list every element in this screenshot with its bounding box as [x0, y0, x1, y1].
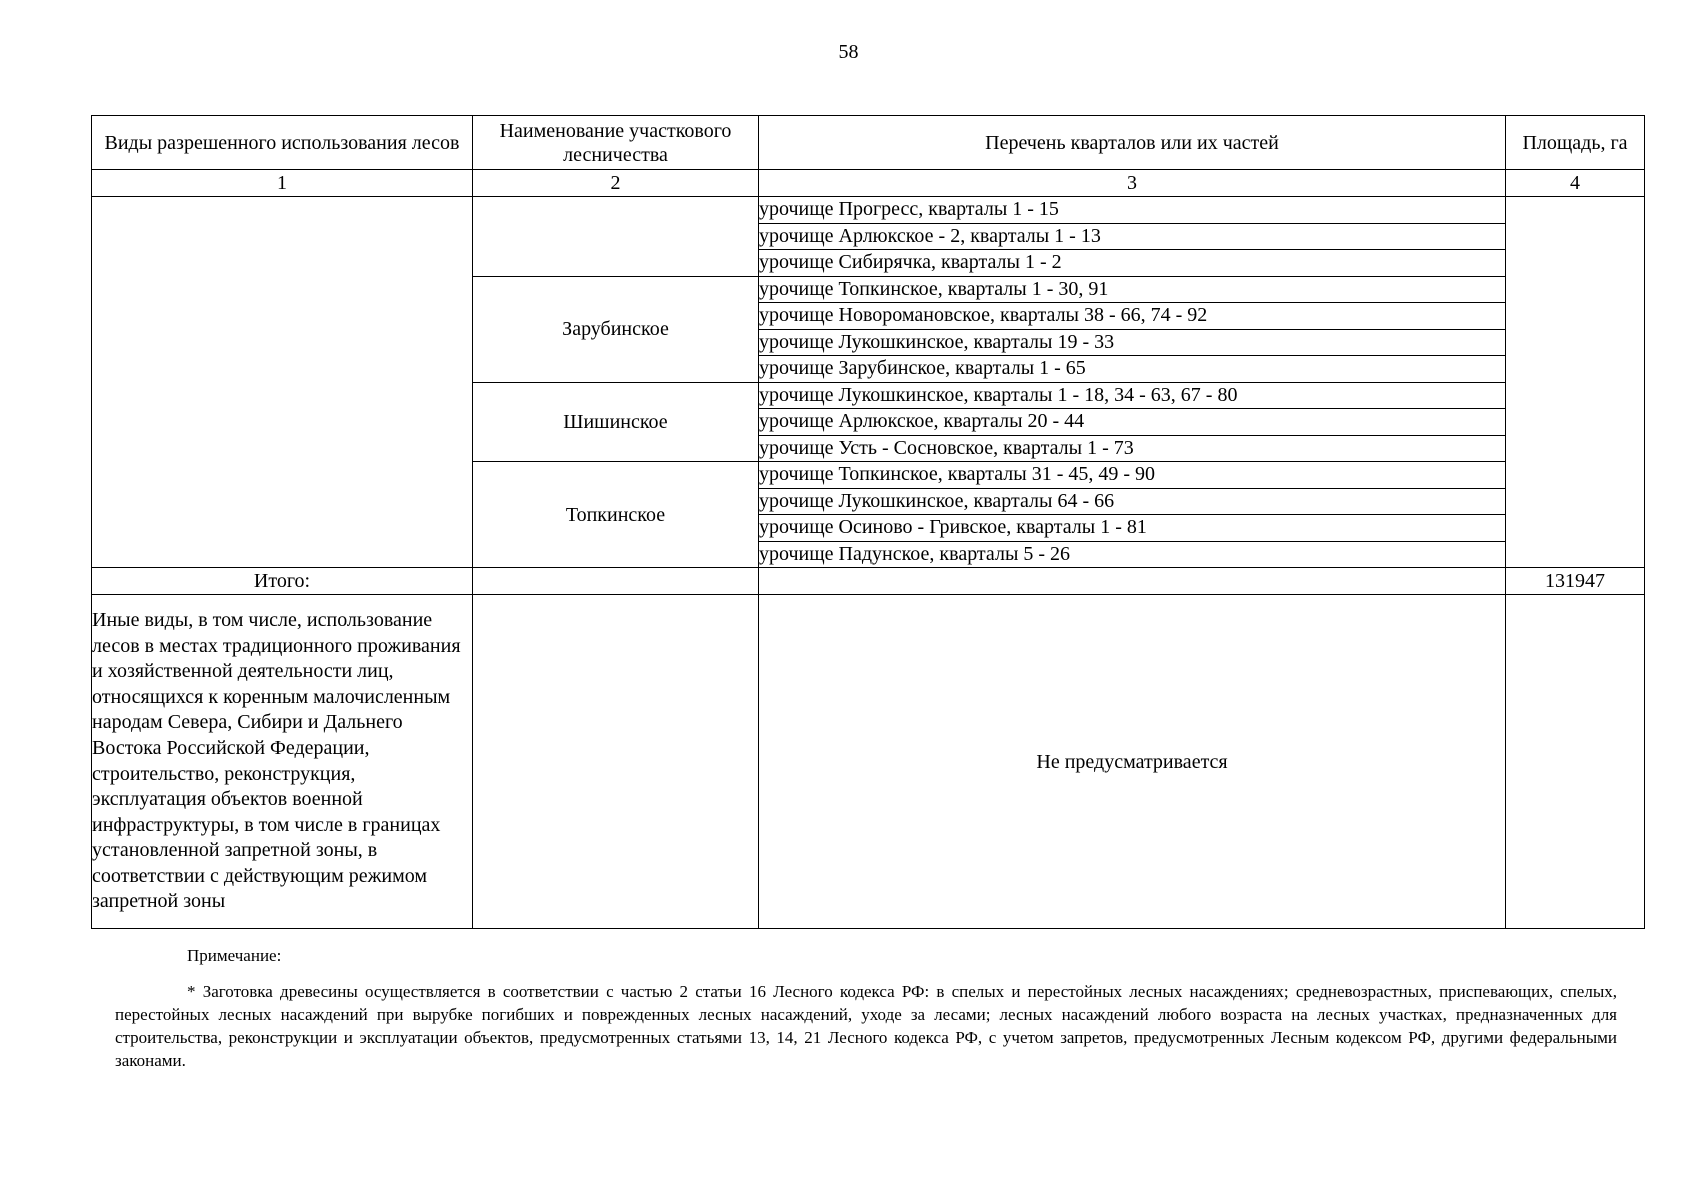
forestry-name-zarubinskoe: Зарубинское [473, 276, 759, 382]
header-forestry-name: Наименование участкового лесничества [473, 116, 759, 170]
forestry-name-shishinskoe: Шишинское [473, 382, 759, 462]
quarter-item: урочище Сибирячка, кварталы 1 - 2 [759, 250, 1506, 277]
total-empty-cell [759, 568, 1506, 595]
column-index-4: 4 [1506, 170, 1645, 197]
quarter-item: урочище Зарубинское, кварталы 1 - 65 [759, 356, 1506, 383]
quarter-item: урочище Топкинское, кварталы 1 - 30, 91 [759, 276, 1506, 303]
total-label: Итого: [92, 568, 473, 595]
total-empty-cell [473, 568, 759, 595]
header-area: Площадь, га [1506, 116, 1645, 170]
page-number: 58 [838, 41, 859, 63]
column-index-2: 2 [473, 170, 759, 197]
quarter-item: урочище Арлюкское - 2, кварталы 1 - 13 [759, 223, 1506, 250]
forestry-name-topkinskoe: Топкинское [473, 462, 759, 568]
total-area-value: 131947 [1506, 568, 1645, 595]
column-index-3: 3 [759, 170, 1506, 197]
header-quarters-list: Перечень кварталов или их частей [759, 116, 1506, 170]
quarter-item: урочище Падунское, кварталы 5 - 26 [759, 541, 1506, 568]
table-row [92, 197, 1645, 224]
other-uses-forestry-cell [473, 595, 759, 929]
area-cell [1506, 197, 1645, 568]
total-row [92, 568, 1645, 595]
header-use-type: Виды разрешенного использования лесов [92, 116, 473, 170]
use-type-cell [92, 197, 473, 568]
quarter-item: урочище Новоромановское, кварталы 38 - 66, 74 - 92 [759, 303, 1506, 330]
quarter-item: урочище Осиново - Гривское, кварталы 1 - 81 [759, 515, 1506, 542]
quarter-item: урочище Лукошкинское, кварталы 64 - 66 [759, 488, 1506, 515]
quarter-item: урочище Прогресс, кварталы 1 - 15 [759, 197, 1506, 224]
quarter-item: урочище Топкинское, кварталы 31 - 45, 49 - 90 [759, 462, 1506, 489]
quarter-item: урочище Лукошкинское, кварталы 1 - 18, 34 - 63, 67 - 80 [759, 382, 1506, 409]
note-text: * Заготовка древесины осуществляется в соответствии с частью 2 статьи 16 Лесного кодекса РФ: в спелых и перестойных лесных насаждениях; средневозрастных, приспевающих, спелых, перестойных лесных насаждений при вырубке погибших и поврежденных лесных насаждений, уходе за лесами; лесных насаждений любого возраста на лесных участках, предназначенных для строительства, реконструкции и эксплуатации объектов, предусмотренных статьями 13, 14, 21 Лесного кодекса РФ, с учетом запретов, предусмотренных Лесным кодексом РФ, другими федеральными законами. [115, 982, 1617, 1070]
quarter-item: урочище Арлюкское, кварталы 20 - 44 [759, 409, 1506, 436]
quarter-item: урочище Лукошкинское, кварталы 19 - 33 [759, 329, 1506, 356]
column-index-row [92, 170, 1645, 197]
table-header-row [92, 116, 1645, 170]
forest-use-table [91, 115, 1645, 929]
quarter-item: урочище Усть - Сосновское, кварталы 1 - 73 [759, 435, 1506, 462]
column-index-1: 1 [92, 170, 473, 197]
not-planned-status: Не предусматривается [759, 595, 1506, 929]
forestry-name-cell [473, 197, 759, 277]
other-uses-description: Иные виды, в том числе, использование лесов в местах традиционного проживания и хозяйственной деятельности лиц, относящихся к коренным малочисленным народам Севера, Сибири и Дальнего Востока Российской Федерации, строительство, реконструкция, эксплуатация объектов военной инфраструктуры, в том числе в границах установленной запретной зоны, в соответствии с действующим режимом запретной зоны [92, 595, 473, 929]
other-uses-area-cell [1506, 595, 1645, 929]
other-uses-row [92, 595, 1645, 929]
note-title: Примечание: [187, 946, 282, 965]
